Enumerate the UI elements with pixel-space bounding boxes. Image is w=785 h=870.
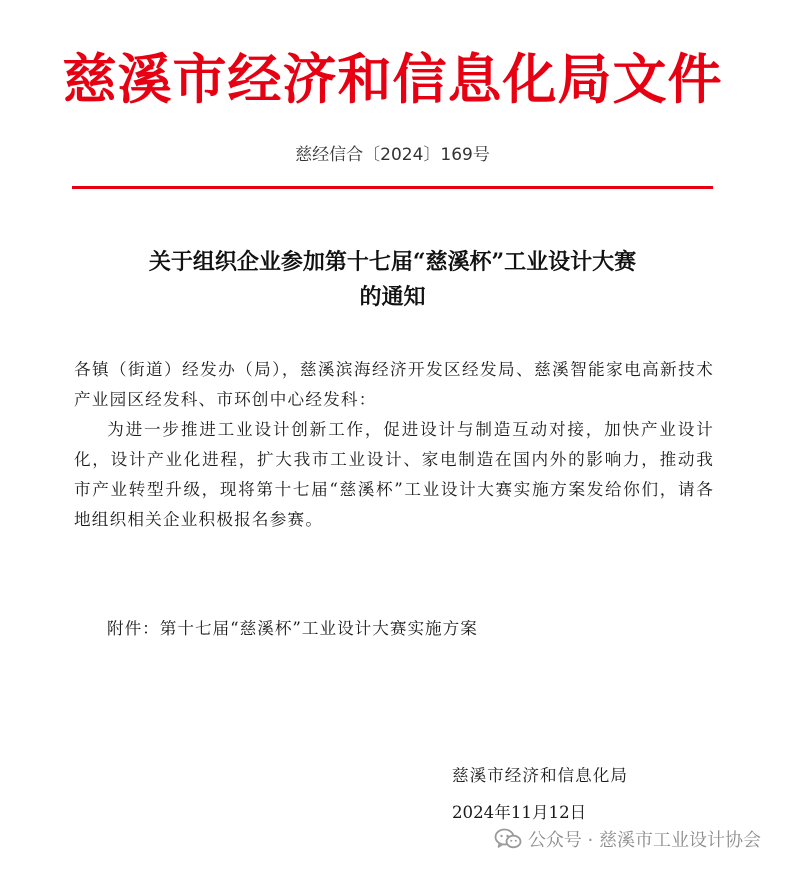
wechat-icon	[494, 828, 522, 850]
notice-title-line1: 关于组织企业参加第十七届“慈溪杯”工业设计大赛	[148, 249, 637, 275]
watermark-text: 公众号 · 慈溪市工业设计协会	[527, 830, 761, 851]
body-paragraph: 为进一步推进工业设计创新工作，促进设计与制造互动对接，加快产业设计化，设计产业化进程，扩大我市工业设计、家电制造在国内外的影响力，推动我市产业转型升级，现将第十七届“慈溪杯”工业设计大赛实施方案发给你们，请各地组织相关企业积极报名参赛。	[74, 420, 714, 529]
signature-organization: 慈溪市经济和信息化局	[452, 766, 628, 785]
attachment-note: 附件：第十七届“慈溪杯”工业设计大赛实施方案	[107, 619, 478, 638]
notice-title	[60, 245, 725, 315]
salutation: 各镇（街道）经发办（局），慈溪滨海经济开发区经发局、慈溪智能家电高新技术产业园区经发科、市环创中心经发科：	[74, 360, 714, 409]
signature-date: 2024年11月12日	[452, 803, 587, 822]
document-number: 慈经信合〔2024〕169号	[295, 145, 490, 165]
wechat-watermark	[494, 824, 761, 854]
red-divider	[72, 186, 713, 189]
notice-title-line2: 的通知	[359, 284, 426, 310]
document-masthead: 慈溪市经济和信息化局文件	[62, 48, 723, 111]
notice-body	[74, 355, 714, 535]
